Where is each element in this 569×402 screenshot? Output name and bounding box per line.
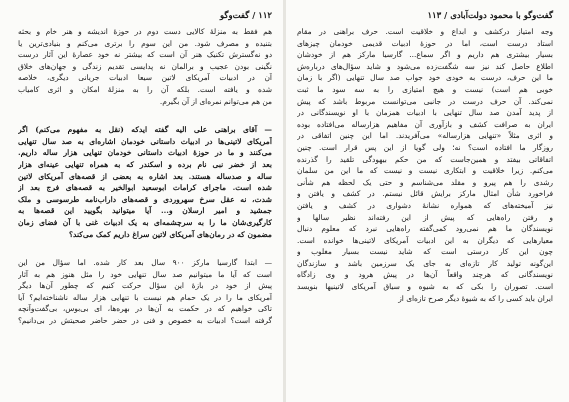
text-line: ساله و صدساله هستند. بعد اشاره به بعضی از قصه‌های آمریکای لاتین [18,171,272,181]
text-line: هم فقط به منزلهٔ کالایی دست دوم در حوزهٔ اندیشه و هنر خام و بحثه [18,27,272,36]
text-line: — آقای براهنی علی الیه گفته ایدکه (نقل به مفهوم می‌کنم) اگر [18,125,272,135]
text-line: از پدید آمدن صد سال تنهایی با ادبیات همزمان با او نویسندگانی در [297,108,553,118]
text-line: آمریکای لاتینی‌ها در ادبیات داستانی خودمان اشاره‌ای به صد سال تنهایی [18,136,272,146]
text-line: دو نه‌گسترش تکنیک هنر آن است که بیشتر نه خود عصارهٔ این آثار درست [18,50,272,60]
question-paragraph [18,124,272,240]
text-line: گرفته است؟ ادبیات به خصوص و فنی در حضر حاضر صحیتش در بی‌دانیم؟ [18,316,272,326]
text-line: می‌کنم. زیرا خلاقیت و ابتکاری نیست و نیست که ما این من سلمان [297,166,553,176]
text-line: ایران باید کسی را که به شیوهٔ دیگر صرح تازه‌ای از [398,293,553,303]
text-line: بسیار بیشتری هم داریم و اگر سماع... گارسیا مارکز هم از خودشان [297,50,553,60]
text-line: بعد از خضر نبی نام برده و اسکندر که به همراه تنهایی عینه‌ای هزار [18,159,272,169]
text-line: فراخورد شأن امثال مارکز برایش قائل نیستم. در کشف و یافتن و [297,189,553,199]
text-line: ایران به صرافت کشف و بازآوری آن مفاهیم هزارساله می‌افتاده بوده [297,119,553,129]
text-line: نویسندگانی که هرچند واقعاً آن‌ها در پیش هرود و وی زادگاه [297,270,553,280]
text-line: می‌کنند و ما در حوزهٔ ادبیات داستانی خودمان تنهایی هزار ساله داریم. [18,148,272,158]
text-line: است. تصوران را بکی که به شیوه و سیاق آمریکای لاتینیها بنویسد [297,282,553,292]
text-line: — ابتدا گارسیا مارکز ۹۰۰ سال بعد کار شده. اما سؤال من این [18,258,272,268]
text-line: اتفاقاتی بیفتد و همین‌جاست که من حکم بیهودگی تلقید را گذرنده [297,154,553,164]
text-line: تاکی خواهیم که در حکمت به آن‌ها در بهره‌ها، ای بی‌بوس، بی‌گفت‌وآنچه [18,304,272,314]
text-line: و اثری مثلاً «تنهایی هزارساله» می‌آفریدند. اما این چنین اتفاقی در [297,131,553,141]
text-line: اطلاع حاصل کند نیز سه شگفت‌زده می‌شود و شاید سؤال‌های درباره‌ش [297,61,553,71]
text-line: ما این حرف، درست به خودی خود جواب صد سال تنهایی (اگر با زمان [297,73,553,83]
left-page-header: ۱۱۲ / گفت‌وگو [220,11,272,21]
text-line: وجه امتیاز درکشف و ابداع و خلاقیت است. حرف براهنی در مقام [297,27,553,36]
text-line: مضمون که در رمان‌های آمریکای لاتین سراغ داریم کمک می‌کند؟ [68,229,272,239]
right-page-body [297,26,553,304]
text-line: معیارهایی که دیگران به این ادبیات آمریکای لاتینی‌ها خوانده است. [297,235,553,245]
text-line: نمی‌کند. آن حرف درست در جانبی می‌توانست مربوط باشد که پیش [297,96,553,106]
text-line: و رفتن راه‌هایی که پیش از این رفته‌اند نظیر سالها و [297,212,553,222]
text-line: شده است. ماجرای کرامات ابوسعید ابوالخیر به قصه‌های فرج بعد از [18,183,272,193]
text-line: است که آیا ما میتوانیم صد سال تنهایی خود را مثل هنوز هم به آثار [18,269,272,279]
paragraph-gap [18,107,272,124]
text-line: آمریکای ما را در یک حمام هم نیست با تنهایی هزار ساله ناشناخته‌ایم؟ آیا [18,292,272,302]
text-line: نیز آمیخته‌های که همواره نشانهٔ دشواری در کشف و یافتن [297,200,553,210]
text-line: این‌گونه تولید کار تازه‌ای به جای یک سرزمین باشد و سازندگان [297,258,553,268]
text-line: روزگار ما افتاده است؟ نه؛ ولی گویا از این پس قرار است. چنین [297,142,553,152]
right-page [285,0,569,402]
text-line: چون این کار درستی است که شاید نیست بسیار مغلوب و [297,247,553,257]
text-line: شدت، نه عقل سرخ سهروردی و قصه‌های داراب‌نامه طرسوسی و ملک [18,194,272,204]
text-line: جمشید و امیر ارسلان و... آیا میتوانید بگویید این قصه‌ها به [18,206,272,216]
text-line: کارگیری‌شان ما را به سرچشمه‌ای به یک ادبیات غنی با آن فضای زمان [18,217,272,227]
text-line: استاد درست است، اما در حوزهٔ ادبیات قدیمی خودمان چیزهای [297,38,553,48]
text-line: پیش از خود در بازهٔ این سؤال حرکت کنیم که چطور آن‌ها دیگر [18,281,272,291]
text-line: بتنیده و مصرف شود. من این سوم را برتری می‌کنم و بنیادی‌ترین یا [18,38,272,48]
left-page [0,0,284,402]
text-line: من هم می‌توانم نمره‌ای از آن بگیرم. [159,96,272,106]
right-page-header: گفت‌وگو با محمود دولت‌آبادی / ۱۱۳ [427,11,553,21]
text-line: نگینی بودن عجیب و برالمان نه پدایسی تقدیم زندگی و جهان‌های خلاق [18,61,272,71]
paragraph-1 [18,26,272,107]
paragraph-gap [18,240,272,257]
text-line: نویسندگان ما هم نمی‌رود کمی‌گفته راه‌هایی نبرد که معلوم دنبال [297,224,553,234]
text-line: آن در ادبیات آمریکای لاتین سیعا ادبیات جریانی دیگری، خلاصه [18,73,272,83]
text-line: شده و یافته است. بلکه آن را به منزلهٔ امکان و اثری کامیاب [18,84,272,94]
text-line: خوبی هم است) نیست و هیچ امتیازی را به سه سود ما ثبت [297,84,553,94]
text-line: رشدی را هم پیرو و مقلد می‌شناسم و حتی یک لحظه هم شأنی [297,177,553,187]
answer-paragraph [18,257,272,327]
